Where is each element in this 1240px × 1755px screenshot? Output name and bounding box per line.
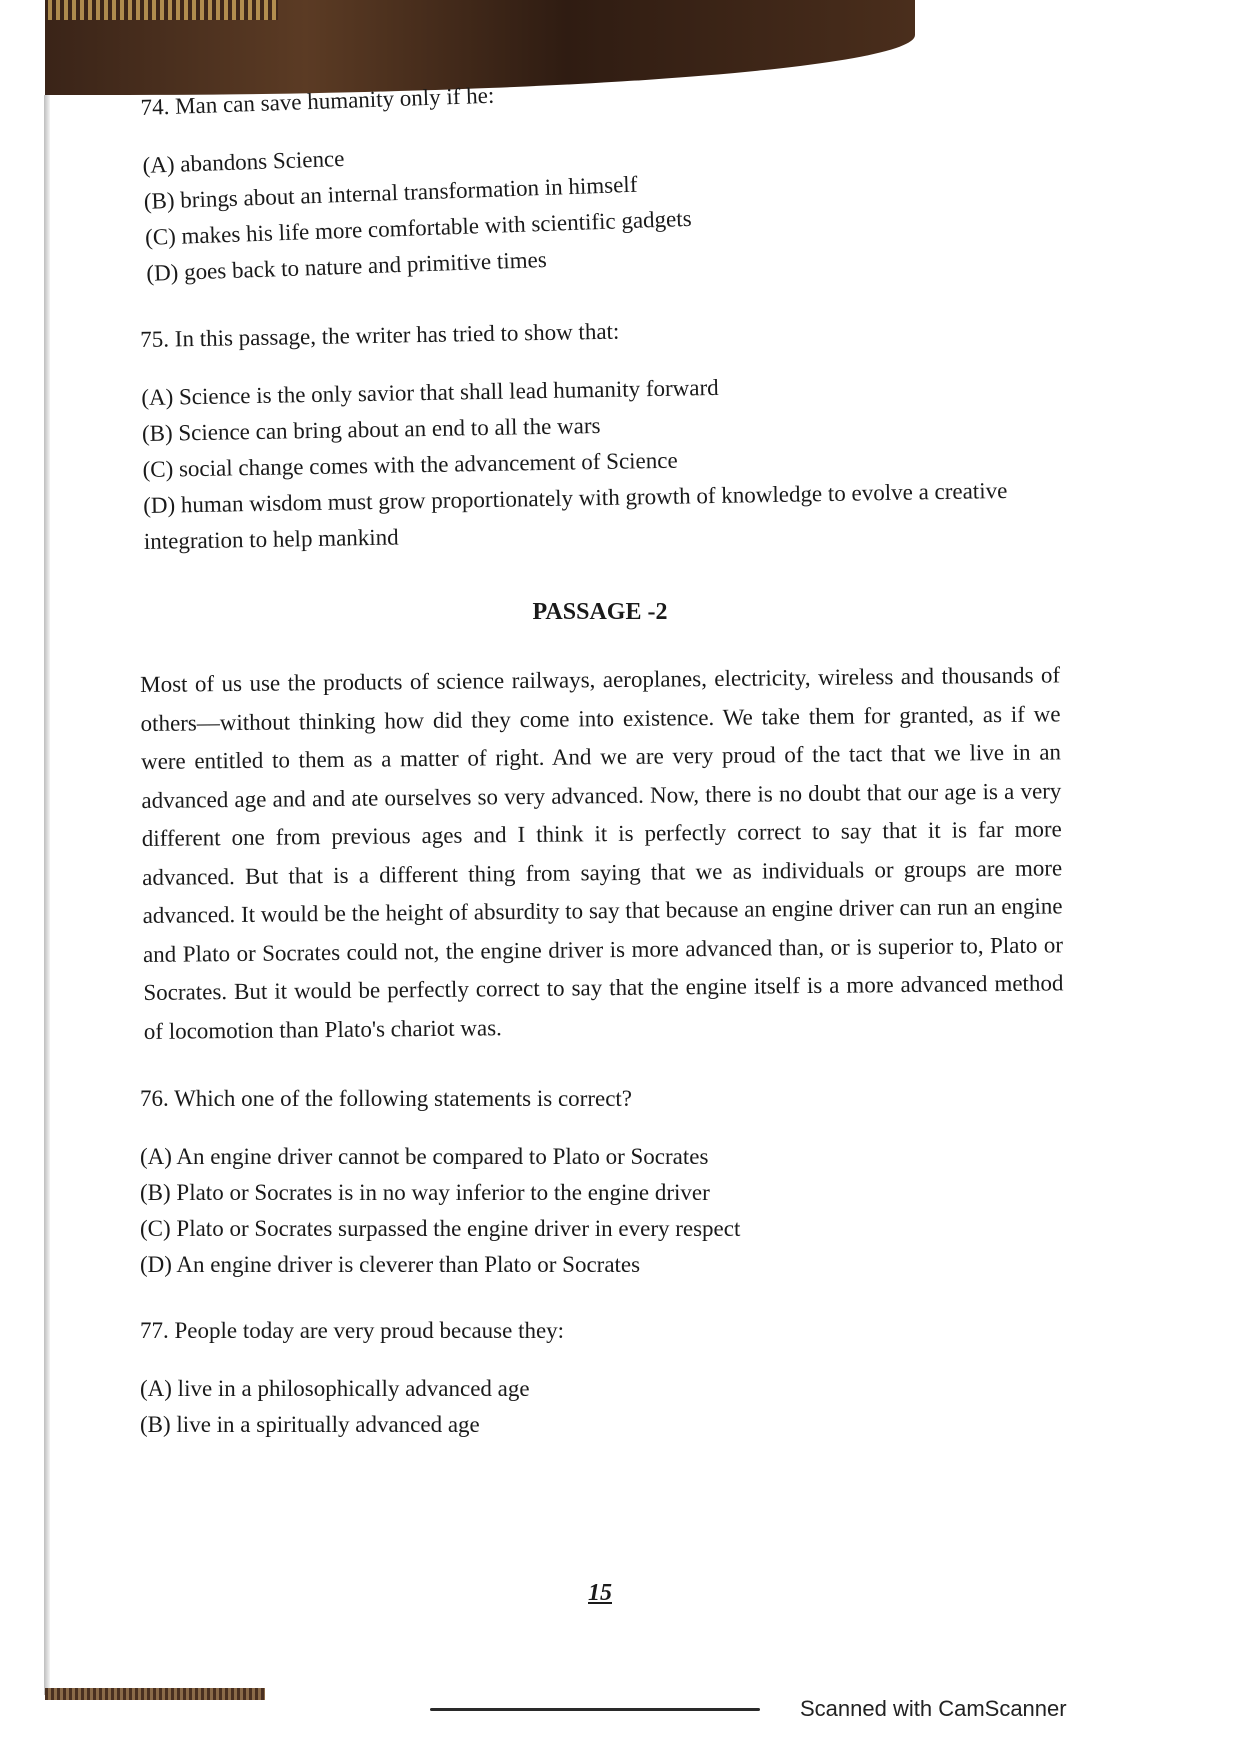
scan-shadow-line [430, 1708, 760, 1711]
option-d: (D) An engine driver is cleverer than Plato or Socrates [140, 1252, 641, 1277]
option-b: (B) brings about an internal transformation in himself [143, 171, 638, 214]
page-number: 15 [588, 1580, 612, 1606]
option-a: (A) abandons Science [142, 145, 345, 178]
question-76 [140, 1081, 1060, 1283]
question-77 [140, 1313, 1060, 1443]
option-a: (A) live in a philosophically advanced age [140, 1376, 530, 1401]
option-list [142, 116, 1066, 292]
option-list [141, 364, 1064, 560]
passage-heading: PASSAGE -2 [532, 599, 668, 625]
option-b: (B) live in a spiritually advanced age [140, 1412, 480, 1437]
scanner-watermark: Scanned with CamScanner [800, 1696, 1067, 1721]
scan-border-fabric [48, 0, 278, 20]
option-list [140, 1371, 1060, 1443]
question-stem: 77. People today are very proud because they: [140, 1318, 565, 1343]
scan-border-bottom [45, 1688, 265, 1700]
option-d: (D) goes back to nature and primitive times [145, 246, 548, 286]
question-75 [140, 306, 1064, 560]
page-content [140, 82, 1064, 1473]
question-stem: 74. Man can save humanity only if he: [140, 82, 495, 120]
option-d: (D) human wisdom must grow proportionately with growth of knowledge to evolve a creative integration to help mankind [142, 477, 1008, 554]
option-c: (C) social change comes with the advancement of Science [142, 447, 678, 482]
option-b: (B) Science can bring about an end to all the wars [141, 412, 601, 446]
question-74 [140, 58, 1066, 292]
scan-page-edge [44, 95, 50, 1695]
option-c: (C) Plato or Socrates surpassed the engine driver in every respect [140, 1216, 741, 1241]
passage-2 [140, 656, 1064, 1051]
option-list [140, 1139, 1060, 1283]
question-stem: 76. Which one of the following statements is correct? [140, 1086, 633, 1111]
question-stem: 75. In this passage, the writer has tried to show that: [140, 318, 620, 352]
option-c: (C) makes his life more comfortable with scientific gadgets [144, 205, 692, 250]
option-a: (A) An engine driver cannot be compared to Plato or Socrates [140, 1144, 709, 1169]
option-b: (B) Plato or Socrates is in no way inferior to the engine driver [140, 1180, 710, 1205]
option-a: (A) Science is the only savior that shall lead humanity forward [141, 374, 719, 410]
passage-body: Most of us use the products of science railways, aeroplanes, electricity, wireless and thousands of others—without thinking how did they come into existence. We take them for granted, as if we were entitled to them as a matter of right. And we are very proud of the tact that we live in an advanced age and and ate ourselves so very advanced. Now, there is no doubt that our age is a very different one from previous ages and I think it is perfectly correct to say that it is far more advanced. But that is a different thing from saying that we as individuals or groups are more advanced. It would be the height of absurdity to say that because an engine driver can run an engine and Plato or Socrates could not, the engine driver is more advanced than, or is superior to, Plato or Socrates. But it would be perfectly correct to say that the engine itself is a more advanced method of locomotion than Plato's chariot was. [140, 662, 1064, 1044]
